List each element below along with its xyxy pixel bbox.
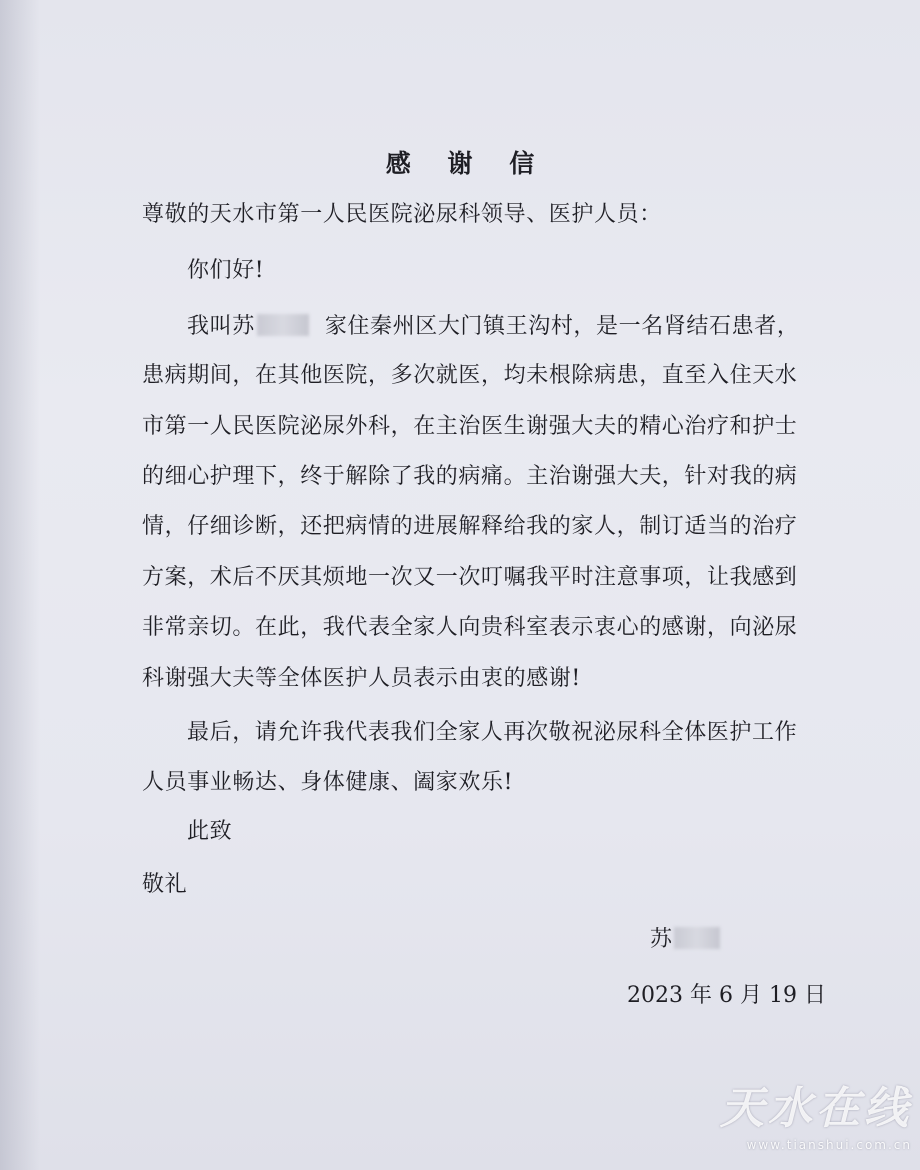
watermark-url: www.tianshui.com.cn [746, 1138, 912, 1152]
watermark [720, 1072, 912, 1152]
paragraph-line: 患病期间，在其他医院，多次就医，均未根除病患，直至入住天水 [142, 363, 798, 388]
letter-date: 2023 年 6 月 19 日 [627, 983, 826, 1008]
paragraph-line: 的细心护理下，终于解除了我的病痛。主治谢强大夫，针对我的病 [142, 464, 798, 489]
signature [650, 926, 722, 954]
redacted-name-block [674, 927, 720, 949]
paragraph-line [187, 313, 799, 341]
watermark-logo: 天水在线 [720, 1083, 912, 1134]
paragraph-line: 情，仔细诊断，还把病情的进展解释给我的家人，制订适当的治疗 [142, 514, 798, 539]
closing-line: 敬礼 [142, 872, 188, 897]
salutation: 尊敬的天水市第一人民医院泌尿科领导、医护人员： [142, 202, 662, 227]
paragraph-line: 最后，请允许我代表我们全家人再次敬祝泌尿科全体医护工作 [187, 720, 798, 745]
paragraph-line: 科谢强大夫等全体医护人员表示由衷的感谢! [142, 666, 581, 691]
signer-name: 苏 [650, 927, 673, 952]
closing-line: 此致 [187, 819, 233, 844]
paragraph-text: 家住秦州区大门镇王沟村，是一名肾结石患者， [324, 314, 800, 339]
paragraph-text: 我叫苏 [187, 314, 255, 339]
letter-title: 感 谢 信 [385, 149, 549, 178]
paragraph-line: 方案，术后不厌其烦地一次又一次叮嘱我平时注意事项，让我感到 [142, 565, 798, 590]
greeting: 你们好! [187, 258, 265, 283]
paragraph-line: 市第一人民医院泌尿外科，在主治医生谢强大夫的精心治疗和护士 [142, 414, 798, 439]
paragraph-line: 非常亲切。在此，我代表全家人向贵科室表示衷心的感谢，向泌尿 [142, 615, 798, 640]
redacted-name-block [257, 314, 309, 336]
paragraph-line: 人员事业畅达、身体健康、阖家欢乐! [142, 770, 514, 795]
